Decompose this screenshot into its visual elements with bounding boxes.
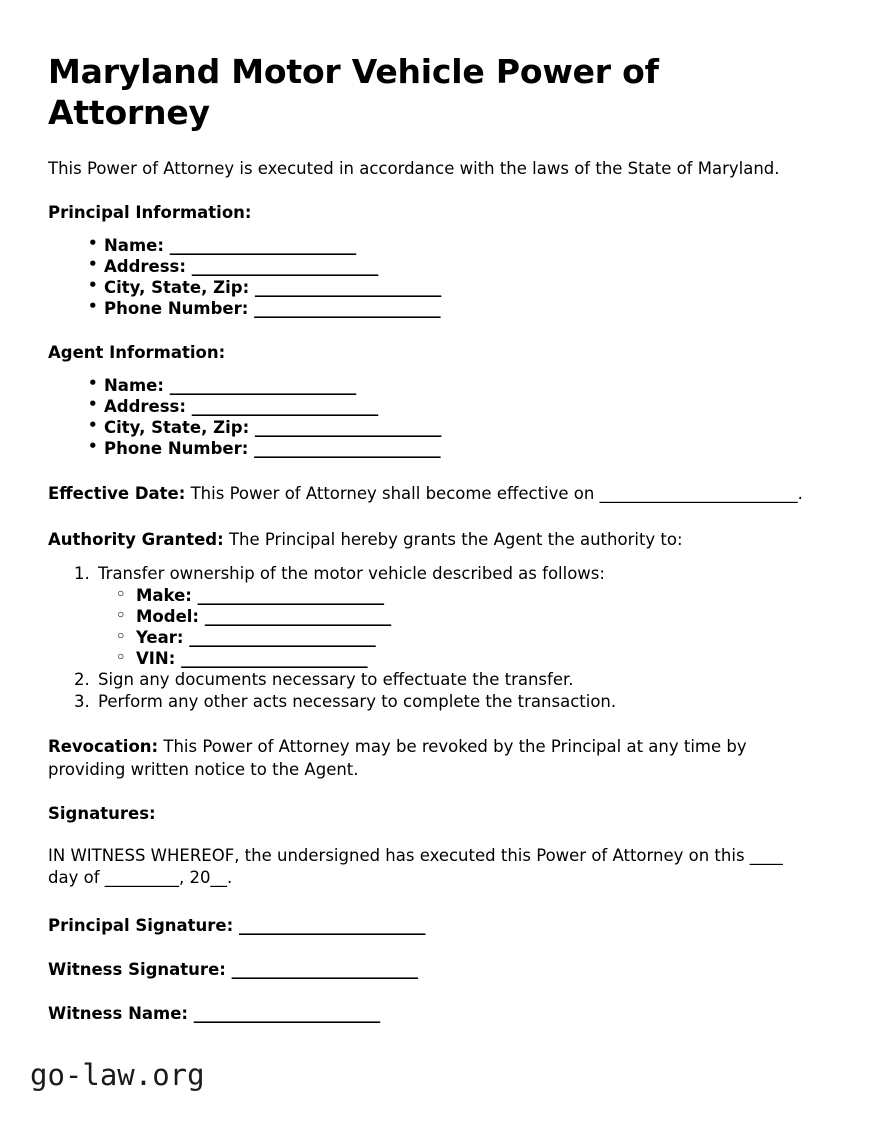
authority-item-text: Transfer ownership of the motor vehicle described as follows: [98,564,605,584]
field-label: VIN: [136,649,176,669]
field-blank: ________________________ [181,649,368,669]
witness-name-line [48,1004,808,1023]
field-blank: ________________________ [189,628,376,648]
agent-field-list [48,375,808,459]
principal-information-heading: Principal Information: [48,203,252,223]
list-item [88,417,808,438]
field-label: Address: [104,257,186,277]
authority-granted-text: The Principal hereby grants the Agent the authority to: [223,530,683,550]
list-item [116,606,808,627]
field-label: Name: [104,375,164,395]
list-item [74,691,808,712]
revocation-label: Revocation: [48,737,159,757]
field-label: Phone Number: [104,438,249,458]
effective-date-label: Effective Date: [48,483,186,503]
list-item [74,669,808,690]
list-item [88,256,808,277]
list-item [88,438,808,459]
authority-granted-label: Authority Granted: [48,530,224,550]
field-blank: ________________________ [191,257,378,277]
footer-watermark: go-law.org [30,1058,205,1092]
revocation-text: This Power of Attorney may be revoked by the Principal at any time by providing written notice to the Agent. [48,737,747,779]
agent-information-heading: Agent Information: [48,342,226,362]
list-item [116,585,808,606]
authority-item-text: Sign any documents necessary to effectuate the transfer. [98,670,574,690]
list-item [74,563,808,669]
witness-clause-paragraph: IN WITNESS WHEREOF, the undersigned has executed this Power of Attorney on this ____ day of _________, 20__. [48,845,783,888]
field-blank: ________________________ [191,396,378,416]
field-label: Model: [136,607,200,627]
intro-paragraph: This Power of Attorney is executed in accordance with the laws of the State of Maryland. [48,158,780,178]
principal-field-list [48,235,808,319]
effective-date-text: This Power of Attorney shall become effective on ________________________. [185,483,803,503]
field-label: Witness Signature: [48,960,226,980]
field-blank: ________________________ [169,236,356,256]
authority-granted-paragraph [48,529,808,551]
revocation-paragraph [48,736,808,781]
signatures-heading: Signatures: [48,803,156,823]
list-item [88,235,808,256]
authority-item-text: Perform any other acts necessary to complete the transaction. [98,691,617,711]
field-label: City, State, Zip: [104,417,250,437]
principal-signature-line [48,916,808,935]
field-blank: ________________________ [169,375,356,395]
field-blank: ________________________ [254,438,441,458]
field-blank: ________________________ [254,278,441,298]
field-blank: ________________________ [204,607,391,627]
list-item [88,277,808,298]
effective-date-paragraph [48,483,808,505]
list-item [116,648,808,669]
field-label: Name: [104,236,164,256]
list-item [88,298,808,319]
list-item [116,627,808,648]
field-blank: ________________________ [254,417,441,437]
page-title: Maryland Motor Vehicle Power of Attorney [48,52,659,132]
field-label: Make: [136,585,192,605]
field-label: Address: [104,396,186,416]
witness-signature-line [48,960,808,979]
field-label: Year: [136,628,184,648]
field-blank: ________________________ [231,960,418,980]
list-item [88,396,808,417]
field-blank: ________________________ [197,585,384,605]
field-label: Phone Number: [104,299,249,319]
vehicle-field-list [98,585,808,669]
field-blank: ________________________ [238,916,425,936]
field-label: Principal Signature: [48,916,234,936]
field-label: Witness Name: [48,1004,188,1024]
field-blank: ________________________ [193,1004,380,1024]
field-label: City, State, Zip: [104,278,250,298]
field-blank: ________________________ [254,299,441,319]
authority-list [48,563,808,712]
document-content [48,52,808,1023]
list-item [88,375,808,396]
